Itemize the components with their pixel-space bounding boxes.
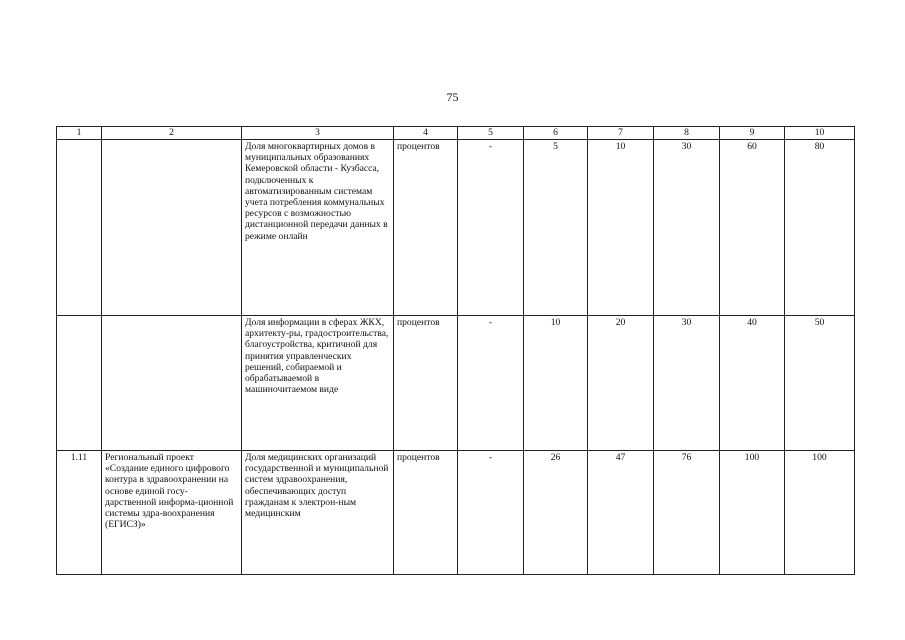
table-row: [57, 316, 855, 451]
column-header: 6: [524, 127, 588, 140]
column-header: 3: [242, 127, 394, 140]
unit-cell: процентов: [394, 451, 458, 575]
value-cell: 30: [654, 316, 720, 451]
value-cell: 100: [785, 451, 855, 575]
value-cell: 100: [720, 451, 785, 575]
table-row: [57, 451, 855, 575]
row-number-cell: [57, 140, 102, 316]
value-cell: 26: [524, 451, 588, 575]
row-number-cell: [57, 316, 102, 451]
indicator-cell: Доля медицинских организаций государственной и муниципальной систем здравоохранения, обеспечивающих доступ гражданам к электрон-ным медицинским: [242, 451, 394, 575]
value-cell: 10: [524, 316, 588, 451]
column-header: 7: [588, 127, 654, 140]
row-number-cell: 1.11: [57, 451, 102, 575]
project-name-cell: [102, 316, 242, 451]
page-number: 75: [446, 90, 459, 104]
value-cell: 60: [720, 140, 785, 316]
header-row: [57, 127, 855, 140]
value-cell: 5: [524, 140, 588, 316]
column-header: 2: [102, 127, 242, 140]
value-cell: -: [458, 316, 524, 451]
value-cell: 80: [785, 140, 855, 316]
value-cell: 40: [720, 316, 785, 451]
column-header: 5: [458, 127, 524, 140]
column-header: 9: [720, 127, 785, 140]
value-cell: 20: [588, 316, 654, 451]
column-header: 4: [394, 127, 458, 140]
project-name-cell: Региональный проект «Создание единого цифрового контура в здравоохранении на основе единой госу-дарственной информа-ционной системы здра-воохранения (ЕГИСЗ)»: [102, 451, 242, 575]
column-header: 10: [785, 127, 855, 140]
value-cell: 47: [588, 451, 654, 575]
column-header: 1: [57, 127, 102, 140]
column-header: 8: [654, 127, 720, 140]
value-cell: 30: [654, 140, 720, 316]
value-cell: 76: [654, 451, 720, 575]
table-row: [57, 140, 855, 316]
unit-cell: процентов: [394, 316, 458, 451]
value-cell: -: [458, 451, 524, 575]
indicator-cell: Доля информации в сферах ЖКХ, архитекту-ры, градостроительства, благоустройства, критичной для принятия управленческих решений, собираемой и обрабатываемой в машиночитаемом виде: [242, 316, 394, 451]
indicator-cell: Доля многоквартирных домов в муниципальных образованиях Кемеровской области - Кузбасса, подключенных к автоматизированным системам учета потребления коммунальных ресурсов с возможностью дистанционной передачи данных в режиме онлайн: [242, 140, 394, 316]
data-table: [56, 126, 855, 575]
value-cell: 50: [785, 316, 855, 451]
project-name-cell: [102, 140, 242, 316]
value-cell: -: [458, 140, 524, 316]
unit-cell: процентов: [394, 140, 458, 316]
value-cell: 10: [588, 140, 654, 316]
